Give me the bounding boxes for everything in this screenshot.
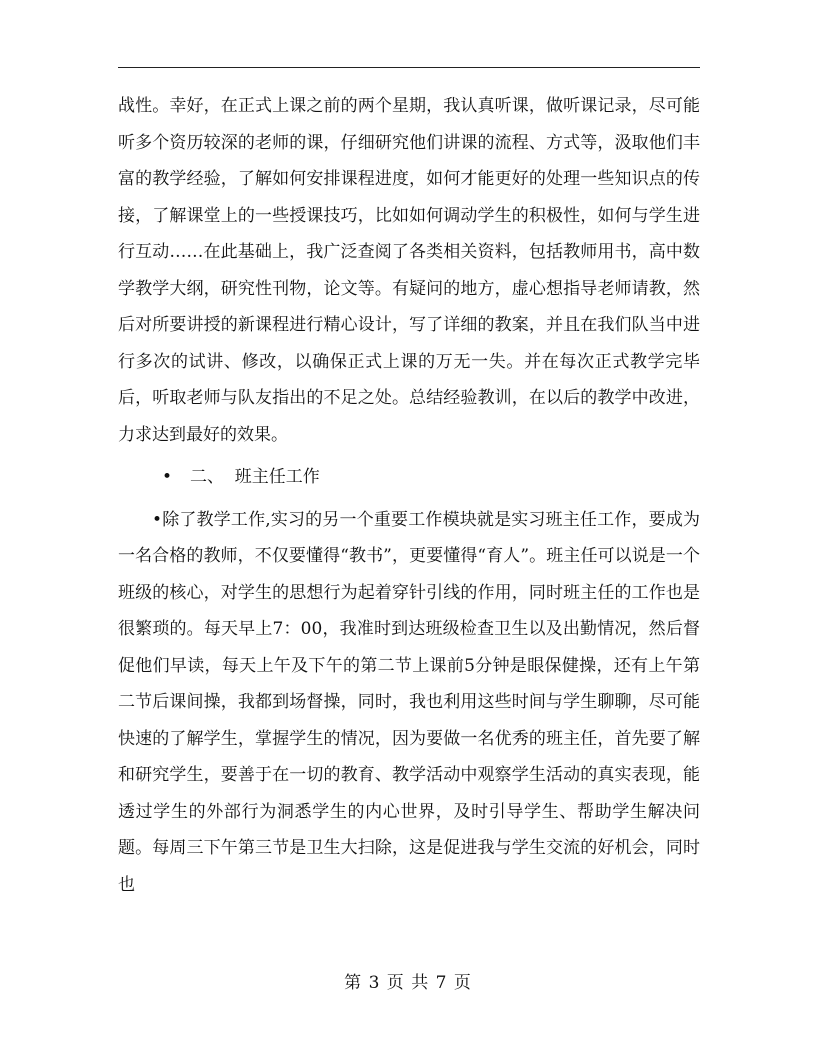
section-heading: [118, 459, 700, 496]
page-footer: 第 3 页 共 7 页: [344, 973, 472, 993]
heading-text: 二、 班主任工作: [190, 467, 320, 487]
heading-bullet: •: [162, 467, 173, 487]
body-paragraph-2: •除了教学工作,实习的另一个重要工作模块就是实习班主任工作，要成为一名合格的教师，不仅要懂得“教书”，更要懂得“育人”。班主任可以说是一个班级的核心，对学生的思想行为起着穿针引线的作用，同时班主任的工作也是很繁琐的。每天早上7：00，我准时到达班级检查卫生以及出勤情况，然后督促他们早读，每天上午及下午的第二节上课前5分钟是眼保健操，还有上午第二节后课间操，我都到场督操，同时，我也利用这些时间与学生聊聊，尽可能快速的了解学生，掌握学生的情况，因为要做一名优秀的班主任，首先要了解和研究学生，要善于在一切的教育、教学活动中观察学生活动的真实表现，能透过学生的外部行为洞悉学生的内心世界，及时引导学生、帮助学生解决问题。每周三下午第三节是卫生大扫除，这是促进我与学生交流的好机会，同时也: [118, 509, 700, 895]
page-content: [118, 88, 700, 903]
body-paragraph-1: 战性。幸好，在正式上课之前的两个星期，我认真听课，做听课记录，尽可能听多个资历较深的老师的课，仔细研究他们讲课的流程、方式等，汲取他们丰富的教学经验，了解如何安排课程进度，如何才能更好的处理一些知识点的传接，了解课堂上的一些授课技巧，比如如何调动学生的积极性，如何与学生进行互动……在此基础上，我广泛查阅了各类相关资料，包括教师用书，高中数学教学大纲，研究性刊物，论文等。有疑问的地方，虚心想指导老师请教，然后对所要讲授的新课程进行精心设计，写了详细的教案，并且在我们队当中进行多次的试讲、修改，以确保正式上课的万无一失。并在每次正式教学完毕后，听取老师与队友指出的不足之处。总结经验教训，在以后的教学中改进，力求达到最好的效果。: [118, 96, 700, 445]
header-rule: [118, 67, 700, 68]
